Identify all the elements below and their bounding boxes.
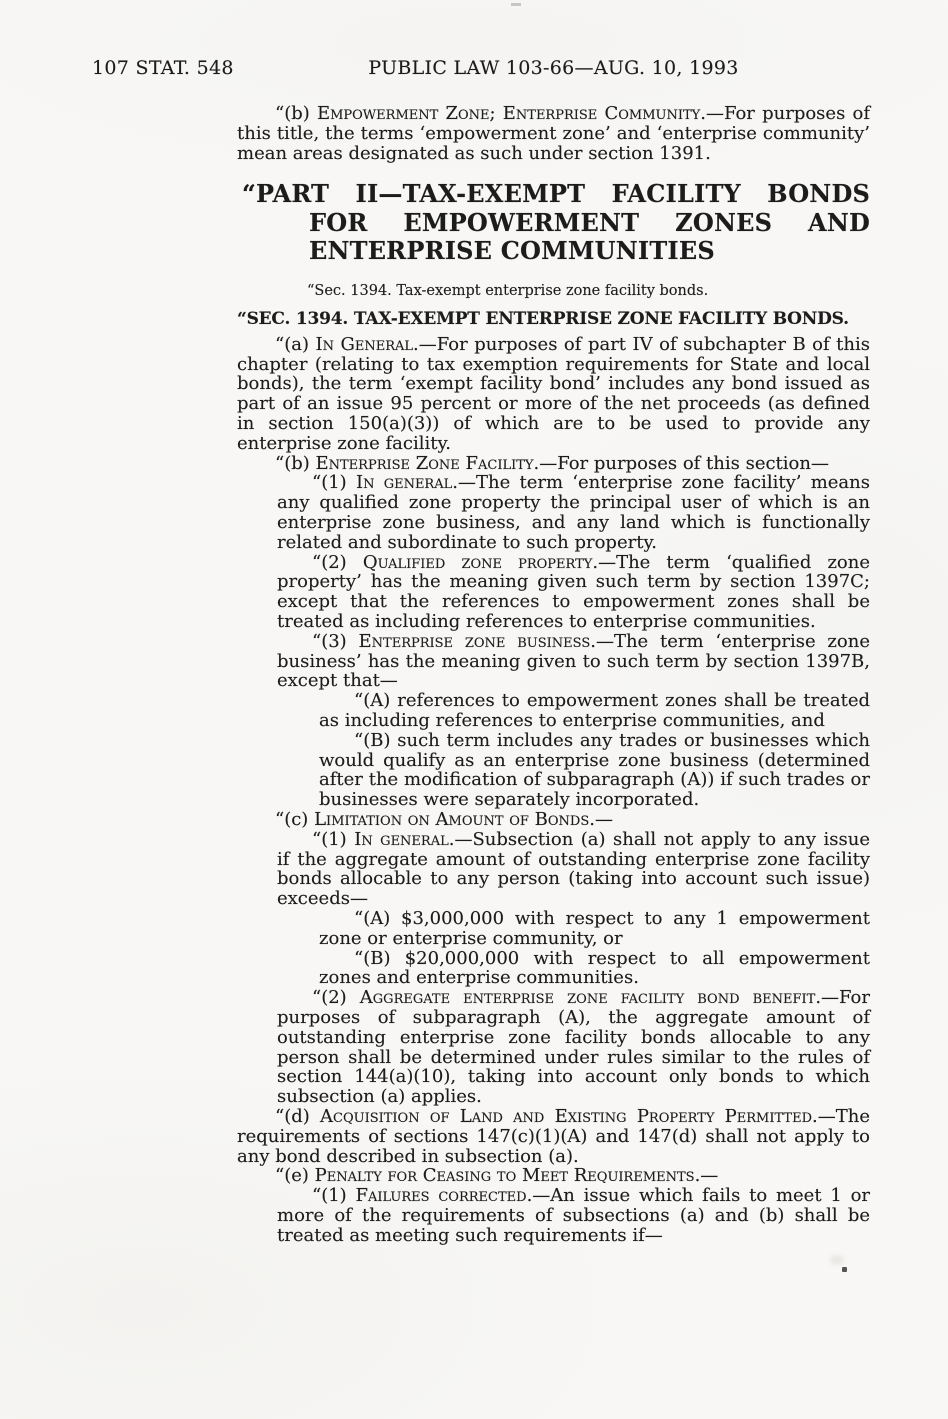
statute-paragraph xyxy=(277,632,870,691)
statute-paragraph xyxy=(319,731,870,810)
statute-paragraph xyxy=(237,335,870,454)
text-run: “(1) xyxy=(312,472,356,494)
page-header xyxy=(0,57,948,83)
text-run: —The requirements of sections 147(c)(1)(A) and 147(d) shall not apply to any bond described in subsection (a). xyxy=(237,1105,870,1167)
stat-page-number: 107 STAT. 548 xyxy=(92,57,234,79)
scan-smudge xyxy=(830,1255,844,1265)
small-caps-label: In general. xyxy=(354,828,455,850)
text-run: “PART II—TAX-EXEMPT FACILITY BONDS FOR EMPOWERMENT ZONES AND ENTERPRISE COMMUNITIES xyxy=(242,179,870,266)
statute-paragraph xyxy=(237,810,870,830)
text-run: “Sec. 1394. Tax-exempt enterprise zone facility bonds. xyxy=(307,282,709,299)
text-run: —The term ‘enterprise zone business’ has the meaning given to such term by section 1397B, except that— xyxy=(277,630,870,692)
text-run: “(A) references to empowerment zones shall be treated as including references to enterprise communities, and xyxy=(319,690,870,732)
text-run: “SEC. 1394. TAX-EXEMPT ENTERPRISE ZONE FACILITY BONDS. xyxy=(237,308,849,329)
text-run: — xyxy=(700,1165,719,1187)
text-run: “(B) such term includes any trades or businesses which would qualify as an enterprise zone business (determined after the modification of subparagraph (A)) if such trades or businesses were separately incorporated. xyxy=(319,729,870,811)
text-run: —For purposes of this section— xyxy=(539,452,829,474)
small-caps-label: Qualified zone property. xyxy=(362,551,599,573)
small-caps-label: Enterprise zone business. xyxy=(358,630,596,652)
statute-paragraph xyxy=(237,1107,870,1166)
statute-paragraph xyxy=(237,454,870,474)
text-run: “(2) xyxy=(312,551,363,573)
statute-paragraph xyxy=(277,1186,870,1245)
small-caps-label: Limitation on Amount of Bonds. xyxy=(314,809,595,831)
statute-paragraph xyxy=(277,830,870,909)
scan-speck xyxy=(842,1267,847,1272)
small-caps-label: Enterprise Zone Facility. xyxy=(315,452,540,474)
text-run: “(1) xyxy=(312,1185,356,1207)
part-heading xyxy=(237,180,870,266)
small-caps-label: In general. xyxy=(355,472,458,494)
text-run: —The term ‘qualified zone property’ has the meaning given such term by section 1397C; except that the references to empowerment zones shall be treated as including references to enterprise communities. xyxy=(277,551,871,633)
small-caps-label: Aggregate enterprise zone facility bond benefit. xyxy=(359,987,822,1009)
text-run: “(e) xyxy=(275,1165,315,1187)
small-caps-label: Empowerment Zone; Enterprise Community. xyxy=(316,103,706,124)
text-run: — xyxy=(594,809,613,831)
text-run: “(2) xyxy=(312,987,360,1009)
text-run: —For purposes of part IV of subchapter B of this chapter (relating to tax exemption requirements for State and local bonds), the term ‘exempt facility bond’ includes any bond issued as part of an issue 95 percent or more of the net proceeds (as defined in section 150(a)(3)) of which are to be used to provide any enterprise zone facility. xyxy=(237,333,870,454)
text-run: “(c) xyxy=(275,809,315,831)
statute-paragraph xyxy=(319,691,870,731)
toc-entry xyxy=(237,283,870,300)
text-run: “(A) $3,000,000 with respect to any 1 empowerment zone or enterprise community, or xyxy=(319,908,870,949)
text-run: —For purposes of this title, the terms ‘empowerment zone’ and ‘enterprise community’ mean areas designated as such under section 1391. xyxy=(237,103,870,164)
statute-paragraph xyxy=(237,104,870,163)
text-run: “(b) xyxy=(275,452,316,474)
small-caps-label: Penalty for Ceasing to Meet Requirements. xyxy=(314,1165,701,1187)
statute-paragraph xyxy=(319,949,870,989)
small-caps-label: In General. xyxy=(315,333,419,355)
statute-paragraph xyxy=(277,988,870,1107)
law-citation: PUBLIC LAW 103-66—AUG. 10, 1993 xyxy=(368,57,739,79)
section-heading xyxy=(237,309,870,330)
text-run: —An issue which fails to meet 1 or more of the requirements of subsections (a) and (b) shall be treated as meeting such requirements if— xyxy=(277,1185,871,1246)
scan-speck xyxy=(511,3,521,6)
text-run: “(1) xyxy=(312,828,355,850)
text-run: “(3) xyxy=(312,630,359,652)
statute-blocks xyxy=(237,104,870,1246)
small-caps-label: Acquisition of Land and Existing Property Permitted. xyxy=(320,1105,818,1127)
text-run: “(B) $20,000,000 with respect to all empowerment zones and enterprise communities. xyxy=(319,947,870,989)
text-run: “(a) xyxy=(275,333,316,355)
statute-paragraph xyxy=(319,909,870,949)
text-run: —Subsection (a) shall not apply to any issue if the aggregate amount of outstanding enterprise zone facility bonds allocable to any person (taking into account such issue) exceeds— xyxy=(277,828,870,910)
statute-paragraph xyxy=(277,473,870,552)
statute-paragraph xyxy=(277,553,870,632)
text-run: —For purposes of subparagraph (A), the aggregate amount of outstanding enterprise zone facility bonds allocable to any person shall be determined under rules similar to the rules of section 144(a)(10), taking into account only bonds to which subsection (a) applies. xyxy=(277,987,870,1108)
text-run: “(b) xyxy=(275,103,317,124)
text-run: —The term ‘enterprise zone facility’ means any qualified zone property the principal user of which is an enterprise zone business, and any land which is functionally related and subordinate to such property. xyxy=(277,472,870,553)
small-caps-label: Failures corrected. xyxy=(355,1185,533,1207)
statute-paragraph xyxy=(237,1166,870,1186)
text-run: “(d) xyxy=(275,1105,321,1127)
statute-text-column xyxy=(237,104,870,1246)
